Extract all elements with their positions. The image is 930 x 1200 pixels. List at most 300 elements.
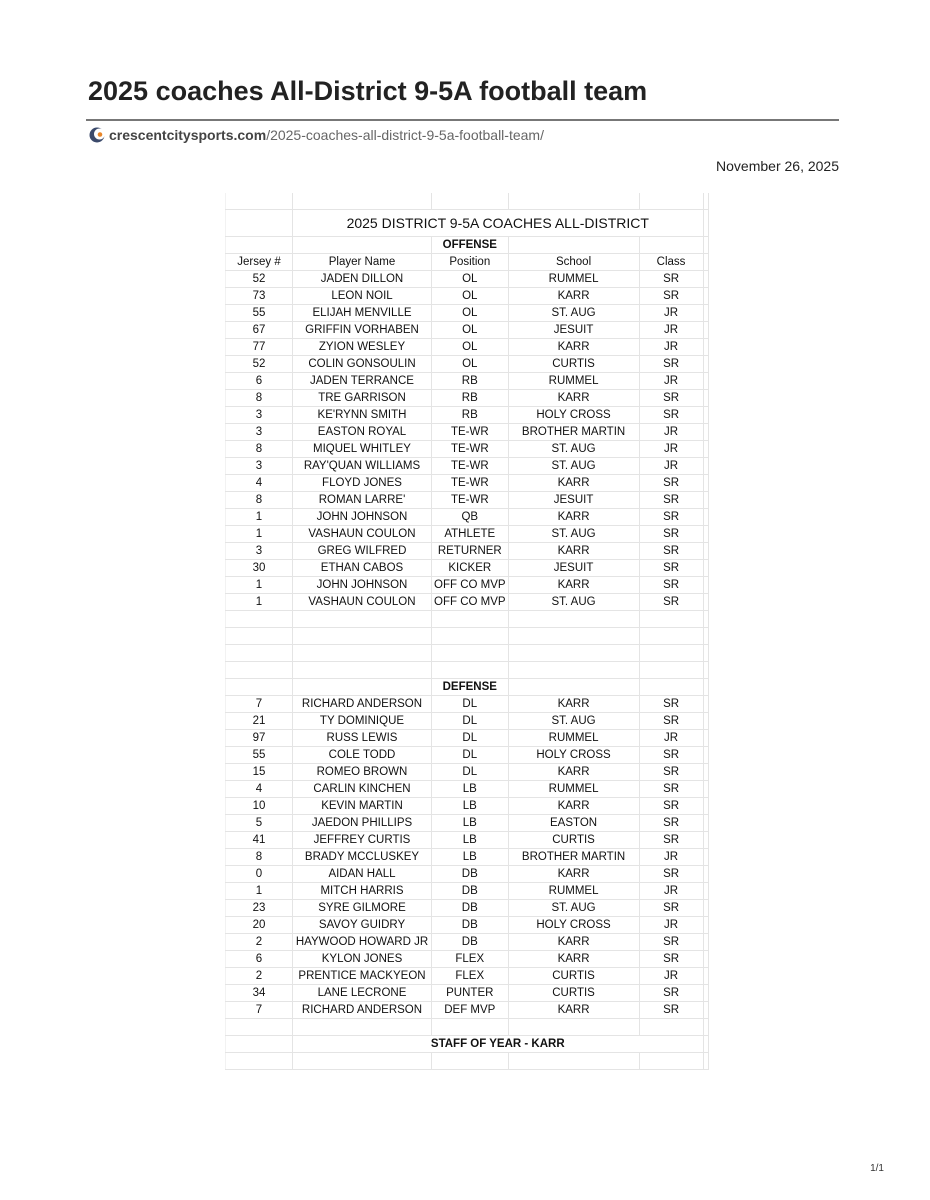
offense-table-row — [226, 288, 709, 305]
empty-cell — [703, 210, 708, 237]
empty-cell — [703, 1019, 708, 1036]
class-cell: JR — [639, 917, 703, 934]
empty-cell — [703, 288, 708, 305]
position-cell: TE-WR — [432, 458, 509, 475]
jersey-cell: 3 — [226, 458, 293, 475]
defense-table-row — [226, 747, 709, 764]
empty-cell — [293, 679, 432, 696]
school-cell: HOLY CROSS — [508, 407, 639, 424]
position-cell: ATHLETE — [432, 526, 509, 543]
empty-cell — [639, 237, 703, 254]
class-cell: JR — [639, 373, 703, 390]
empty-cell — [432, 611, 509, 628]
empty-cell — [293, 1053, 432, 1070]
offense-table-row — [226, 560, 709, 577]
player-name-cell: JAEDON PHILLIPS — [293, 815, 432, 832]
player-name-cell: ETHAN CABOS — [293, 560, 432, 577]
position-cell: DB — [432, 883, 509, 900]
defense-table-row — [226, 798, 709, 815]
school-cell: BROTHER MARTIN — [508, 424, 639, 441]
position-cell: DB — [432, 866, 509, 883]
player-name-cell: AIDAN HALL — [293, 866, 432, 883]
column-header-player-name: Player Name — [293, 254, 432, 271]
offense-table-row — [226, 509, 709, 526]
offense-label: OFFENSE — [432, 237, 509, 254]
school-cell: JESUIT — [508, 322, 639, 339]
empty-cell — [703, 611, 708, 628]
class-cell: SR — [639, 798, 703, 815]
position-cell: DB — [432, 934, 509, 951]
jersey-cell: 4 — [226, 781, 293, 798]
page-title: 2025 coaches All-District 9-5A football team — [88, 76, 648, 106]
class-cell: SR — [639, 815, 703, 832]
player-name-cell: ELIJAH MENVILLE — [293, 305, 432, 322]
empty-cell — [226, 210, 293, 237]
school-cell: CURTIS — [508, 832, 639, 849]
offense-table-row — [226, 492, 709, 509]
jersey-cell: 1 — [226, 577, 293, 594]
empty-cell — [226, 1019, 293, 1036]
empty-cell — [432, 628, 509, 645]
defense-table-row — [226, 866, 709, 883]
position-cell: OFF CO MVP — [432, 577, 509, 594]
empty-cell — [703, 237, 708, 254]
title-divider — [86, 119, 839, 121]
offense-table-row — [226, 577, 709, 594]
defense-table-row — [226, 713, 709, 730]
empty-cell — [703, 322, 708, 339]
empty-cell — [703, 407, 708, 424]
school-cell: KARR — [508, 577, 639, 594]
player-name-cell: PRENTICE MACKYEON — [293, 968, 432, 985]
player-name-cell: JADEN DILLON — [293, 271, 432, 288]
empty-cell — [508, 237, 639, 254]
defense-table-row — [226, 1002, 709, 1019]
jersey-cell: 8 — [226, 390, 293, 407]
jersey-cell: 1 — [226, 594, 293, 611]
jersey-cell: 2 — [226, 968, 293, 985]
jersey-cell: 97 — [226, 730, 293, 747]
defense-table-row — [226, 968, 709, 985]
player-name-cell: RUSS LEWIS — [293, 730, 432, 747]
position-cell: RETURNER — [432, 543, 509, 560]
offense-table-row — [226, 271, 709, 288]
jersey-cell: 1 — [226, 509, 293, 526]
blank-row — [226, 628, 709, 645]
defense-table-row — [226, 764, 709, 781]
empty-cell — [703, 1053, 708, 1070]
school-cell: HOLY CROSS — [508, 917, 639, 934]
publish-date: November 26, 2025 — [716, 158, 839, 174]
player-name-cell: ZYION WESLEY — [293, 339, 432, 356]
school-cell: RUMMEL — [508, 883, 639, 900]
jersey-cell: 3 — [226, 543, 293, 560]
column-header-school: School — [508, 254, 639, 271]
empty-cell — [703, 815, 708, 832]
position-cell: DB — [432, 900, 509, 917]
class-cell: JR — [639, 305, 703, 322]
empty-cell — [703, 390, 708, 407]
player-name-cell: VASHAUN COULON — [293, 594, 432, 611]
empty-cell — [703, 951, 708, 968]
sheet-title-row — [226, 210, 709, 237]
school-cell: KARR — [508, 1002, 639, 1019]
empty-cell — [293, 611, 432, 628]
class-cell: SR — [639, 1002, 703, 1019]
empty-cell — [508, 628, 639, 645]
class-cell: JR — [639, 339, 703, 356]
empty-cell — [703, 985, 708, 1002]
school-cell: KARR — [508, 934, 639, 951]
empty-cell — [226, 628, 293, 645]
empty-cell — [508, 662, 639, 679]
empty-cell — [508, 645, 639, 662]
empty-cell — [703, 441, 708, 458]
offense-table-row — [226, 594, 709, 611]
position-cell: OL — [432, 356, 509, 373]
empty-cell — [639, 1053, 703, 1070]
player-name-cell: ROMAN LARRE' — [293, 492, 432, 509]
class-cell: SR — [639, 696, 703, 713]
class-cell: JR — [639, 322, 703, 339]
defense-label: DEFENSE — [432, 679, 509, 696]
school-cell: KARR — [508, 288, 639, 305]
position-cell: OL — [432, 339, 509, 356]
class-cell: SR — [639, 781, 703, 798]
jersey-cell: 7 — [226, 696, 293, 713]
empty-cell — [703, 730, 708, 747]
staff-row — [226, 1036, 709, 1053]
defense-table-row — [226, 900, 709, 917]
class-cell: SR — [639, 951, 703, 968]
empty-cell — [293, 662, 432, 679]
empty-cell — [703, 849, 708, 866]
empty-cell — [293, 193, 432, 210]
player-name-cell: SAVOY GUIDRY — [293, 917, 432, 934]
source-path[interactable]: /2025-coaches-all-district-9-5a-football-team/ — [266, 127, 544, 143]
jersey-cell: 55 — [226, 747, 293, 764]
empty-cell — [508, 679, 639, 696]
blank-row — [226, 1053, 709, 1070]
position-cell: LB — [432, 798, 509, 815]
class-cell: SR — [639, 934, 703, 951]
school-cell: KARR — [508, 543, 639, 560]
empty-cell — [703, 305, 708, 322]
jersey-cell: 30 — [226, 560, 293, 577]
offense-table-row — [226, 322, 709, 339]
defense-table-row — [226, 934, 709, 951]
column-header-jersey: Jersey # — [226, 254, 293, 271]
class-cell: SR — [639, 492, 703, 509]
empty-cell — [226, 193, 293, 210]
jersey-cell: 7 — [226, 1002, 293, 1019]
class-cell: SR — [639, 985, 703, 1002]
jersey-cell: 77 — [226, 339, 293, 356]
school-cell: EASTON — [508, 815, 639, 832]
empty-cell — [226, 1053, 293, 1070]
position-cell: DL — [432, 764, 509, 781]
jersey-cell: 8 — [226, 849, 293, 866]
class-cell: SR — [639, 577, 703, 594]
empty-cell — [703, 917, 708, 934]
school-cell: JESUIT — [508, 492, 639, 509]
column-header-class: Class — [639, 254, 703, 271]
school-cell: KARR — [508, 475, 639, 492]
position-cell: LB — [432, 781, 509, 798]
school-cell: KARR — [508, 798, 639, 815]
offense-table-row — [226, 458, 709, 475]
position-cell: TE-WR — [432, 441, 509, 458]
source-link[interactable] — [89, 127, 544, 143]
sheet-title: 2025 DISTRICT 9-5A COACHES ALL-DISTRICT — [293, 210, 704, 237]
player-name-cell: ROMEO BROWN — [293, 764, 432, 781]
jersey-cell: 52 — [226, 271, 293, 288]
empty-cell — [226, 611, 293, 628]
offense-table-row — [226, 339, 709, 356]
player-name-cell: TRE GARRISON — [293, 390, 432, 407]
class-cell: SR — [639, 475, 703, 492]
empty-cell — [703, 339, 708, 356]
jersey-cell: 8 — [226, 492, 293, 509]
player-name-cell: FLOYD JONES — [293, 475, 432, 492]
class-cell: JR — [639, 441, 703, 458]
player-name-cell: KYLON JONES — [293, 951, 432, 968]
empty-cell — [703, 798, 708, 815]
empty-cell — [508, 1053, 639, 1070]
empty-cell — [639, 611, 703, 628]
offense-table-row — [226, 407, 709, 424]
offense-table-row — [226, 441, 709, 458]
empty-cell — [226, 645, 293, 662]
empty-cell — [703, 193, 708, 210]
empty-cell — [703, 832, 708, 849]
player-name-cell: LEON NOIL — [293, 288, 432, 305]
offense-table-row — [226, 373, 709, 390]
position-cell: OFF CO MVP — [432, 594, 509, 611]
position-cell: LB — [432, 832, 509, 849]
class-cell: JR — [639, 424, 703, 441]
position-cell: RB — [432, 373, 509, 390]
offense-table-row — [226, 543, 709, 560]
empty-cell — [703, 696, 708, 713]
defense-table-row — [226, 832, 709, 849]
empty-cell — [226, 237, 293, 254]
player-name-cell: JEFFREY CURTIS — [293, 832, 432, 849]
school-cell: KARR — [508, 866, 639, 883]
school-cell: JESUIT — [508, 560, 639, 577]
jersey-cell: 4 — [226, 475, 293, 492]
jersey-cell: 20 — [226, 917, 293, 934]
position-cell: DL — [432, 747, 509, 764]
player-name-cell: SYRE GILMORE — [293, 900, 432, 917]
player-name-cell: RICHARD ANDERSON — [293, 1002, 432, 1019]
player-name-cell: GREG WILFRED — [293, 543, 432, 560]
school-cell: CURTIS — [508, 985, 639, 1002]
empty-cell — [703, 679, 708, 696]
blank-row — [226, 193, 709, 210]
defense-table-row — [226, 883, 709, 900]
position-cell: FLEX — [432, 968, 509, 985]
school-cell: ST. AUG — [508, 305, 639, 322]
empty-cell — [432, 1019, 509, 1036]
defense-table-row — [226, 730, 709, 747]
empty-cell — [703, 662, 708, 679]
jersey-cell: 1 — [226, 883, 293, 900]
class-cell: SR — [639, 560, 703, 577]
jersey-cell: 34 — [226, 985, 293, 1002]
position-cell: KICKER — [432, 560, 509, 577]
defense-table-row — [226, 696, 709, 713]
position-cell: OL — [432, 305, 509, 322]
position-cell: TE-WR — [432, 475, 509, 492]
empty-cell — [703, 271, 708, 288]
empty-cell — [639, 662, 703, 679]
class-cell: JR — [639, 883, 703, 900]
class-cell: SR — [639, 594, 703, 611]
class-cell: JR — [639, 458, 703, 475]
class-cell: SR — [639, 832, 703, 849]
school-cell: CURTIS — [508, 968, 639, 985]
class-cell: SR — [639, 288, 703, 305]
school-cell: RUMMEL — [508, 781, 639, 798]
position-cell: FLEX — [432, 951, 509, 968]
class-cell: SR — [639, 900, 703, 917]
empty-cell — [639, 1019, 703, 1036]
empty-cell — [703, 1002, 708, 1019]
empty-cell — [432, 645, 509, 662]
defense-table-row — [226, 917, 709, 934]
empty-cell — [293, 1019, 432, 1036]
player-name-cell: JOHN JOHNSON — [293, 509, 432, 526]
player-name-cell: HAYWOOD HOWARD JR — [293, 934, 432, 951]
defense-table-row — [226, 849, 709, 866]
empty-cell — [226, 679, 293, 696]
jersey-cell: 8 — [226, 441, 293, 458]
player-name-cell: RAY'QUAN WILLIAMS — [293, 458, 432, 475]
empty-cell — [703, 373, 708, 390]
offense-table-row — [226, 305, 709, 322]
empty-cell — [703, 458, 708, 475]
class-cell: SR — [639, 407, 703, 424]
empty-cell — [703, 747, 708, 764]
blank-row — [226, 1019, 709, 1036]
offense-table-row — [226, 390, 709, 407]
jersey-cell: 52 — [226, 356, 293, 373]
empty-cell — [508, 1019, 639, 1036]
page-number: 1/1 — [870, 1163, 884, 1174]
player-name-cell: MIQUEL WHITLEY — [293, 441, 432, 458]
position-cell: RB — [432, 407, 509, 424]
empty-cell — [293, 237, 432, 254]
player-name-cell: LANE LECRONE — [293, 985, 432, 1002]
jersey-cell: 0 — [226, 866, 293, 883]
class-cell: SR — [639, 543, 703, 560]
position-cell: LB — [432, 849, 509, 866]
jersey-cell: 23 — [226, 900, 293, 917]
school-cell: KARR — [508, 509, 639, 526]
empty-cell — [703, 764, 708, 781]
empty-cell — [703, 934, 708, 951]
class-cell: SR — [639, 764, 703, 781]
class-cell: SR — [639, 866, 703, 883]
jersey-cell: 21 — [226, 713, 293, 730]
school-cell: RUMMEL — [508, 373, 639, 390]
jersey-cell: 3 — [226, 407, 293, 424]
school-cell: ST. AUG — [508, 713, 639, 730]
empty-cell — [226, 662, 293, 679]
empty-cell — [639, 679, 703, 696]
school-cell: BROTHER MARTIN — [508, 849, 639, 866]
position-cell: RB — [432, 390, 509, 407]
jersey-cell: 6 — [226, 373, 293, 390]
position-cell: PUNTER — [432, 985, 509, 1002]
player-name-cell: KEVIN MARTIN — [293, 798, 432, 815]
player-name-cell: COLIN GONSOULIN — [293, 356, 432, 373]
empty-cell — [703, 781, 708, 798]
player-name-cell: GRIFFIN VORHABEN — [293, 322, 432, 339]
school-cell: ST. AUG — [508, 594, 639, 611]
player-name-cell: CARLIN KINCHEN — [293, 781, 432, 798]
class-cell: JR — [639, 968, 703, 985]
defense-label-row — [226, 679, 709, 696]
empty-cell — [703, 1036, 708, 1053]
position-cell: OL — [432, 322, 509, 339]
staff-of-year-label: STAFF OF YEAR - KARR — [293, 1036, 704, 1053]
school-cell: KARR — [508, 764, 639, 781]
empty-cell — [293, 628, 432, 645]
offense-table-row — [226, 526, 709, 543]
empty-cell — [703, 968, 708, 985]
offense-table-row — [226, 475, 709, 492]
jersey-cell: 6 — [226, 951, 293, 968]
player-name-cell: KE'RYNN SMITH — [293, 407, 432, 424]
class-cell: SR — [639, 526, 703, 543]
empty-cell — [703, 713, 708, 730]
class-cell: SR — [639, 356, 703, 373]
school-cell: ST. AUG — [508, 458, 639, 475]
position-cell: QB — [432, 509, 509, 526]
empty-cell — [703, 356, 708, 373]
position-cell: DL — [432, 696, 509, 713]
position-cell: OL — [432, 288, 509, 305]
position-cell: TE-WR — [432, 492, 509, 509]
player-name-cell: RICHARD ANDERSON — [293, 696, 432, 713]
empty-cell — [226, 1036, 293, 1053]
empty-cell — [703, 883, 708, 900]
empty-cell — [703, 526, 708, 543]
position-cell: DEF MVP — [432, 1002, 509, 1019]
source-domain[interactable]: crescentcitysports.com — [109, 127, 267, 143]
empty-cell — [703, 645, 708, 662]
school-cell: KARR — [508, 696, 639, 713]
jersey-cell: 41 — [226, 832, 293, 849]
jersey-cell: 67 — [226, 322, 293, 339]
class-cell: SR — [639, 713, 703, 730]
empty-cell — [703, 866, 708, 883]
class-cell: JR — [639, 849, 703, 866]
defense-table-row — [226, 815, 709, 832]
class-cell: SR — [639, 509, 703, 526]
player-name-cell: JADEN TERRANCE — [293, 373, 432, 390]
school-cell: KARR — [508, 390, 639, 407]
player-name-cell: TY DOMINIQUE — [293, 713, 432, 730]
jersey-cell: 10 — [226, 798, 293, 815]
empty-cell — [508, 193, 639, 210]
empty-cell — [703, 900, 708, 917]
empty-cell — [293, 645, 432, 662]
position-cell: TE-WR — [432, 424, 509, 441]
defense-table-row — [226, 951, 709, 968]
